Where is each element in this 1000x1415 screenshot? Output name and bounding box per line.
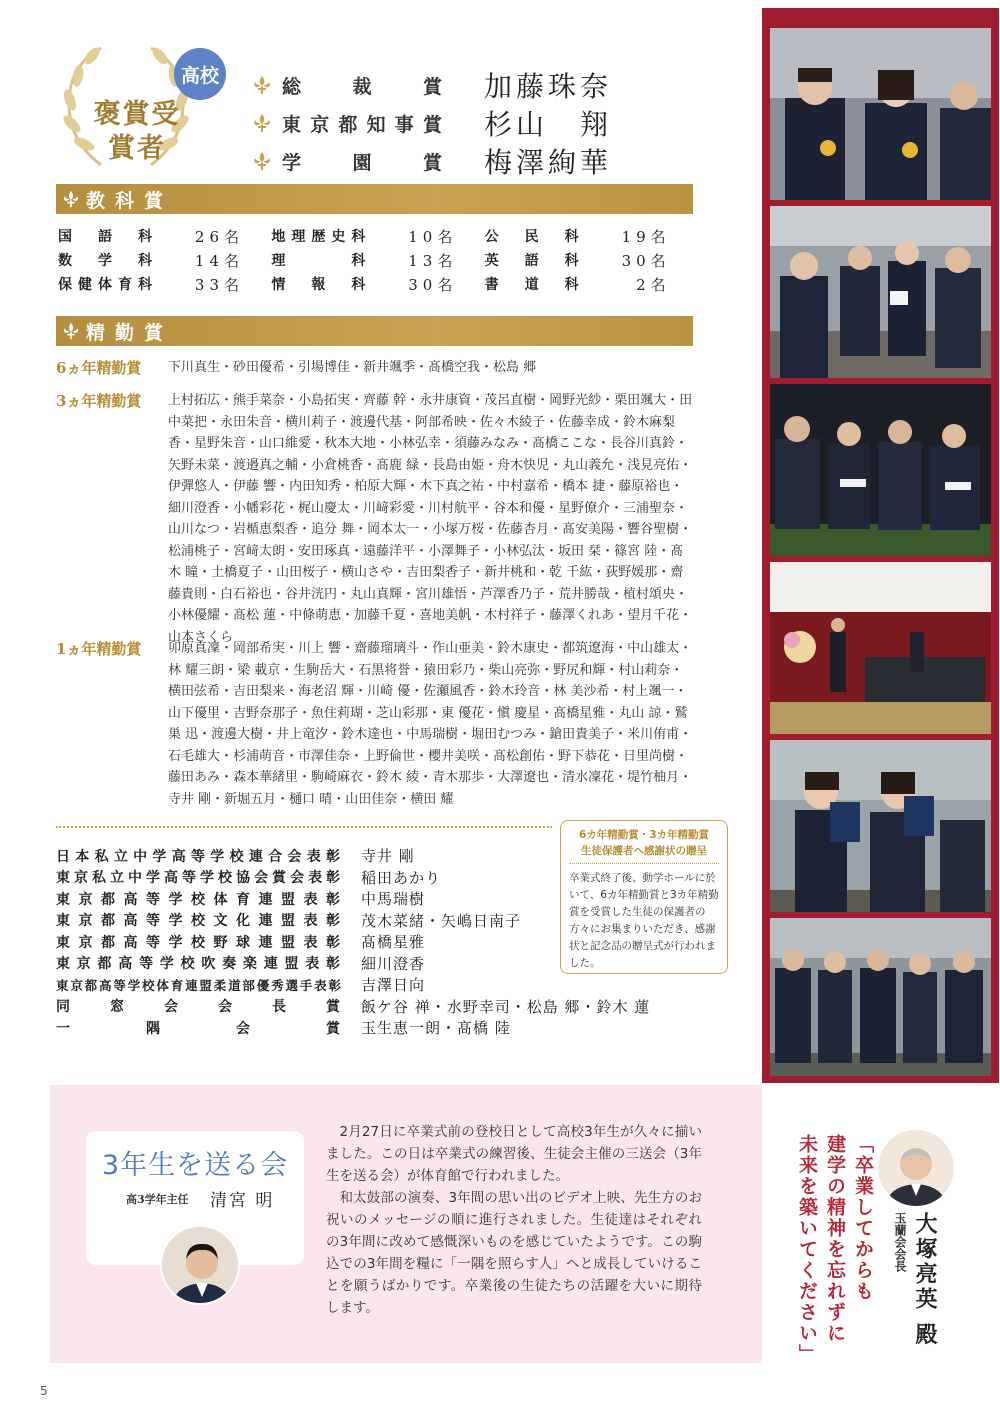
honor-name: 日本私立中学高等学校連合会表彰 [56, 848, 341, 865]
top-award-winner: 加藤珠奈 [484, 70, 613, 103]
send-off-panel [50, 1085, 762, 1363]
ceremony-photo [770, 384, 991, 556]
fleur-de-lis-icon [252, 151, 272, 171]
subject-count: 10名 [408, 227, 458, 246]
list-item [56, 996, 650, 1018]
teacher-avatar [160, 1225, 240, 1305]
honor-name: 東京都高等学校文化連盟表彰 [56, 913, 341, 930]
honor-name: 東京都高等学校吹奏楽連盟表彰 [56, 956, 341, 973]
teacher-portrait [162, 1227, 240, 1305]
honor-winner: 茂木菜緒・矢嶋日南子 [361, 911, 522, 930]
top-awards-list [252, 66, 612, 180]
diligence-group-3yr [56, 390, 696, 648]
top-award-row [252, 104, 612, 142]
honor-name: 東京私立中学高等学校協会賞会表彰 [56, 870, 341, 887]
section-title: 教科賞 [86, 189, 174, 212]
teacher-name: 清宮 明 [210, 1191, 275, 1211]
honor-winner: 寺井 剛 [361, 847, 415, 866]
subject-name: 理科 [271, 252, 368, 269]
diligence-group-6yr [56, 357, 696, 379]
chairman-name: 大塚亮英 殿 [912, 1212, 938, 1348]
top-award-row [252, 142, 612, 180]
section-title: 精勤賞 [86, 321, 174, 344]
subject-count: 19名 [621, 227, 671, 246]
subject-count: 33名 [194, 275, 244, 294]
honor-winner: 中馬瑞樹 [361, 890, 426, 909]
diligence-label: 1ヵ年精勤賞 [56, 640, 142, 658]
chairman-portrait [878, 1130, 954, 1206]
note-title-line: 6カ年精勤賞・3カ年精勤賞 [578, 829, 710, 841]
subject-count: 14名 [194, 251, 244, 270]
subject-count: 26名 [194, 227, 244, 246]
chairman-avatar [878, 1130, 954, 1206]
top-award-winner: 梅澤絢華 [484, 146, 613, 179]
honor-winner: 稲田あかり [361, 868, 442, 887]
subject-name: 数学科 [58, 252, 154, 269]
diligence-names: 上村拓広・熊手菜奈・小島拓実・齊藤 幹・永井康資・茂呂直樹・岡野光紗・栗田颯大・田中菜把・永田朱音・横川莉子・渡邊代基・阿部希映・佐々木綾子・佐藤幸成・鈴木麻梨香・星野朱音・山口維愛・秋本大地・小林弘幸・須藤みなみ・髙橋ここな・長谷川真鈴・矢野未菜・渡邉真之輔・小倉桃香・髙鹿 緑・長島由姫・舟木快児・丸山義允・浅見亮佑・伊彈悠人・伊藤 響・内田知秀・柏原大輝・木下真之祐・中村嘉希・橋本 捷・藤原裕也・細川澄香・小幡彩花・梶山慶太・川﨑彩愛・川村航平・谷本和優・星野僚介・三浦聖奈・山川なつ・岩楯恵梨香・追分 舞・岡本太一・小塚万桜・佐藤杏月・髙安美陽・響谷聖樹・松浦桃子・宮﨑太朗・安田琢真・遠藤洋平・小澤舞子・小林弘汰・坂田 栞・篠宮 陸・髙木 瞳・土橋夏子・山田桜子・横山さや・吉田梨香子・新井桃和・乾 千紘・荻野媛那・齋藤貴則・白石裕也・谷井洸円・丸山真輝・宮川雄悟・芦澤香乃子・荒井勝哉・植村頌央・小林優耀・髙松 蓮・中條萌恵・加藤千夏・喜地美帆・木村祥子・藤澤くれあ・望月千花・山本さくら [168, 393, 693, 645]
table-row [58, 224, 698, 248]
diligence-label: 3ヵ年精勤賞 [56, 392, 142, 410]
subject-count: 30名 [621, 251, 671, 270]
top-award-name: 学園賞 [282, 151, 446, 174]
subject-name: 書道科 [484, 276, 581, 293]
quote-line: 未来を築いてください」 [796, 1134, 818, 1365]
fleur-de-lis-icon [62, 190, 80, 208]
page-number: 5 [40, 1384, 48, 1398]
quote-line: 建学の精神を忘れずに [824, 1134, 846, 1344]
diligence-names: 下川真生・砂田優希・引場博佳・新井颯季・髙橋空我・松島 郷 [168, 360, 537, 375]
honor-winner: 吉澤日向 [361, 976, 426, 995]
honor-winner: 玉生恵一朗・髙橋 陸 [361, 1019, 511, 1038]
diligence-names: 卯原真凜・岡部希実・川上 響・齋藤瑠璃斗・作山亜美・鈴木康史・都筑遼海・中山雄太・林 耀三朗・梁 載京・生駒岳大・石黒将誉・猿田彩乃・柴山亮弥・野尻和輝・村山莉奈・横田弦希・吉田梨来・海老沼 輝・川崎 優・佐瀬風香・鈴木玲音・林 美沙希・村上颯一・山下優里・吉野奈那子・魚住莉瑚・芝山彩那・東 優花・愼 慶星・髙橋星雅・丸山 諒・鷲巣 迅・渡邊大樹・井上竜汐・鈴木達也・中馬瑞樹・堀田むつみ・鎗田貴美子・米川侑甫・石毛雄大・杉浦萌音・市澤佳奈・上野倫世・櫻井美咲・髙松創佑・野下恭花・日里尚樹・藤田あみ・森本華緒里・駒崎麻衣・鈴木 綾・青木那歩・大澤遼也・清水凜花・堤竹柚月・寺井 剛・新堀五月・樋口 晴・山田佳奈・横田 耀 [168, 641, 693, 807]
badge-title: 褒賞受賞者 [93, 99, 181, 164]
honor-name: 東京都高等学校野球連盟表彰 [56, 934, 341, 951]
ceremony-photo [770, 740, 991, 912]
diligence-award-header [56, 316, 693, 346]
honor-winner: 髙橋星雅 [361, 933, 426, 952]
ceremony-photo [770, 28, 991, 200]
award-badge [56, 40, 196, 180]
diligence-group-1yr [56, 638, 696, 810]
subject-count: 30名 [408, 275, 458, 294]
honor-winner: 細川澄香 [361, 954, 426, 973]
ceremony-photo [770, 562, 991, 734]
subject-name: 国語科 [58, 228, 154, 245]
subject-name: 英語科 [484, 252, 581, 269]
top-award-winner: 杉山 翔 [484, 108, 613, 141]
subject-name: 保健体育科 [58, 276, 154, 293]
photo-strip [762, 8, 999, 1083]
fleur-de-lis-icon [252, 75, 272, 95]
subject-name: 情報科 [271, 276, 368, 293]
ceremony-photo [770, 206, 991, 378]
paragraph: 和太鼓部の演奏、3年間の思い出のビデオ上映、先生方のお祝いのメッセージの順に進行されました。生徒達はそれぞれの3年間に改めて感慨深いものを感じていたようです。この駒込での3年間を糧に「一隅を照らす人」へと成長していけることを願うばかりです。卒業後の生徒たちの活躍を大いに期待します。 [326, 1190, 702, 1316]
send-off-body [326, 1121, 702, 1319]
teacher-role: 高3学年主任 [126, 1193, 189, 1206]
chairman-role: 玉蘭会会長 [893, 1212, 907, 1272]
parent-thanks-note [560, 820, 728, 974]
note-title-line: 生徒保護者へ感謝状の贈呈 [581, 845, 707, 857]
honor-winner: 飯ケ谷 禅・水野幸司・松島 郷・鈴木 蓮 [361, 997, 651, 1016]
subject-name: 公民科 [484, 228, 581, 245]
list-item [56, 1017, 650, 1039]
subject-award-header [56, 184, 693, 214]
honor-name: 東京都高等学校体育連盟柔道部優秀選手表彰 [56, 977, 341, 993]
quote-line: 「卒業してからも [852, 1134, 874, 1302]
top-award-name: 総裁賞 [282, 75, 446, 98]
top-award-name: 東京都知事賞 [282, 113, 446, 136]
high-school-tag: 高校 [174, 48, 226, 100]
honor-name: 東京都高等学校体育連盟表彰 [56, 891, 341, 908]
diligence-label: 6ヵ年精勤賞 [56, 359, 142, 377]
honor-name: 一隅会賞 [56, 1020, 341, 1037]
subject-award-table [58, 224, 698, 296]
ceremony-photo [770, 918, 991, 1076]
chairman-quote [780, 1130, 996, 1370]
fleur-de-lis-icon [62, 322, 80, 340]
top-award-row [252, 66, 612, 104]
list-item [56, 974, 650, 996]
honor-name: 同窓会会長賞 [56, 999, 341, 1016]
subject-count: 13名 [408, 251, 458, 270]
subject-name: 地理歴史科 [271, 228, 368, 245]
note-body: 卒業式終了後、動学ホールに於いて、6カ年精勤賞と3カ年精勤賞を受賞した生徒の保護者の方々にお集まりいただき、感謝状と記念品の贈呈式が行われました。 [569, 872, 719, 969]
subject-count: 2名 [636, 275, 671, 294]
table-row [58, 272, 698, 296]
dotted-divider [56, 826, 552, 828]
table-row [58, 248, 698, 272]
fleur-de-lis-icon [252, 113, 272, 133]
paragraph: 2月27日に卒業式前の登校日として高校3年生が久々に揃いました。この日は卒業式の練習後、生徒会主催の三送会（3年生を送る会）が体育館で行われました。 [326, 1124, 702, 1184]
send-off-title: 3年生を送る会 [101, 1150, 289, 1181]
